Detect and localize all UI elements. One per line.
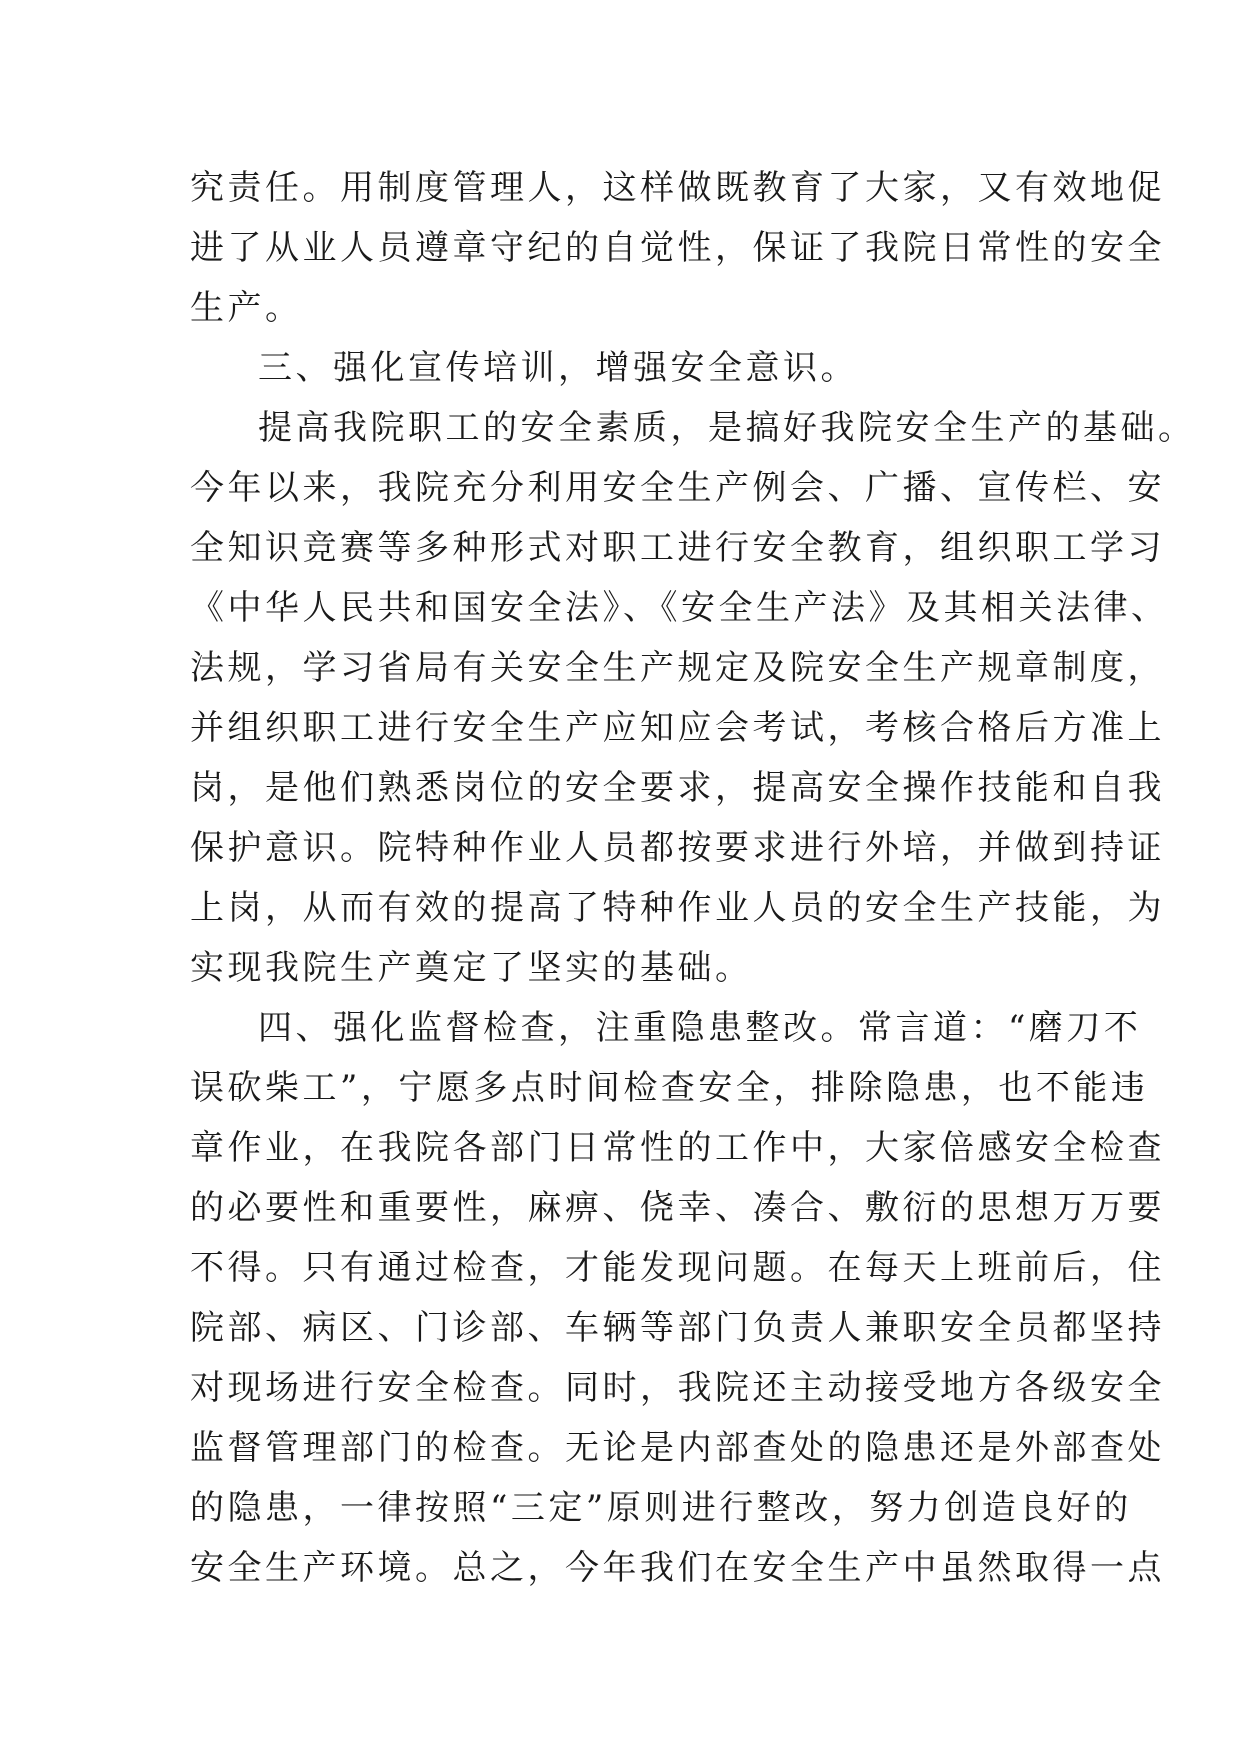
text-line: 生产。 (190, 288, 303, 328)
text-line: 全知识竞赛等多种形式对职工进行安全教育，组织职工学习 (190, 528, 1165, 568)
text-line: 监督管理部门的检查。无论是内部查处的隐患还是外部查处 (190, 1428, 1165, 1468)
body-text (190, 158, 1196, 1598)
text-line: 安全生产环境。总之，今年我们在安全生产中虽然取得一点 (190, 1548, 1165, 1588)
text-line: 不得。只有通过检查，才能发现问题。在每天上班前后，住 (190, 1248, 1165, 1288)
section-heading-4: 四、强化监督检查，注重隐患整改。常言道：“磨刀不 (258, 1008, 1142, 1048)
text-line: 提高我院职工的安全素质，是搞好我院安全生产的基础。 (258, 408, 1196, 448)
section-heading-3: 三、强化宣传培训，增强安全意识。 (258, 348, 858, 388)
text-line: 岗，是他们熟悉岗位的安全要求，提高安全操作技能和自我 (190, 768, 1165, 808)
text-line: 保护意识。院特种作业人员都按要求进行外培，并做到持证 (190, 828, 1165, 868)
text-line: 的必要性和重要性，麻痹、侥幸、凑合、敷衍的思想万万要 (190, 1188, 1165, 1228)
text-line: 章作业，在我院各部门日常性的工作中，大家倍感安全检查 (190, 1128, 1165, 1168)
text-line: 《中华人民共和国安全法》、《安全生产法》及其相关法律、 (190, 588, 1169, 628)
text-line: 究责任。用制度管理人，这样做既教育了大家，又有效地促 (190, 168, 1165, 208)
text-line: 的隐患，一律按照“三定”原则进行整改，努力创造良好的 (190, 1488, 1132, 1528)
text-line: 误砍柴工”，宁愿多点时间检查安全，排除隐患，也不能违 (190, 1068, 1149, 1108)
text-line: 进了从业人员遵章守纪的自觉性，保证了我院日常性的安全 (190, 228, 1165, 268)
text-line: 对现场进行安全检查。同时，我院还主动接受地方各级安全 (190, 1368, 1165, 1408)
text-line: 上岗，从而有效的提高了特种作业人员的安全生产技能，为 (190, 888, 1165, 928)
text-line: 法规，学习省局有关安全生产规定及院安全生产规章制度， (190, 648, 1165, 688)
text-line: 院部、病区、门诊部、车辆等部门负责人兼职安全员都坚持 (190, 1308, 1165, 1348)
text-line: 并组织职工进行安全生产应知应会考试，考核合格后方准上 (190, 708, 1165, 748)
text-line: 实现我院生产奠定了坚实的基础。 (190, 948, 753, 988)
text-line: 今年以来，我院充分利用安全生产例会、广播、宣传栏、安 (190, 468, 1165, 508)
